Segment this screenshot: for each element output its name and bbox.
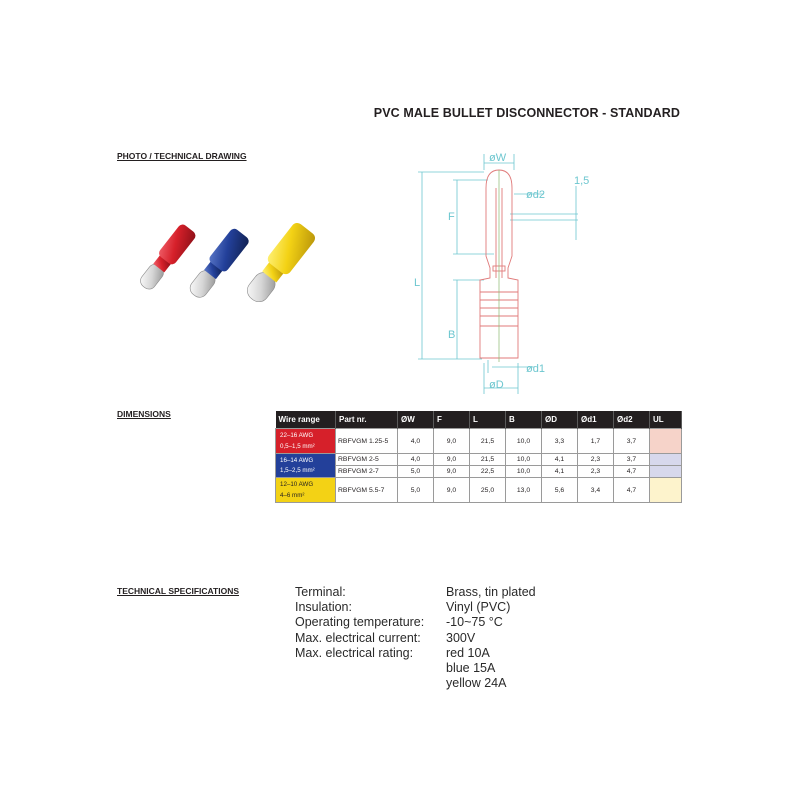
- value-cell: 3,3: [542, 429, 578, 454]
- value-cell: 21,5: [470, 454, 506, 466]
- technical-drawing: [400, 148, 600, 398]
- value-cell: 5,6: [542, 478, 578, 503]
- wire-awg: 16–14 AWG: [280, 457, 314, 464]
- label-d2: ød2: [526, 189, 545, 201]
- spec-value: -10~75 °C: [446, 615, 503, 630]
- section-heading-dimensions: DIMENSIONS: [117, 409, 171, 419]
- section-heading-specs: TECHNICAL SPECIFICATIONS: [117, 586, 239, 596]
- page-title: PVC MALE BULLET DISCONNECTOR - STANDARD: [373, 106, 680, 120]
- yellow-connector-image: [241, 221, 317, 308]
- value-cell: 5,0: [398, 478, 434, 503]
- column-header: ØW: [398, 411, 434, 429]
- part-number-cell: RBFVGM 5.5-7: [336, 478, 398, 503]
- value-cell: 4,0: [398, 454, 434, 466]
- value-cell: 10,0: [506, 429, 542, 454]
- spec-labels: [295, 585, 424, 691]
- spec-value: red 10A: [446, 645, 490, 660]
- column-header: ØD: [542, 411, 578, 429]
- spec-value: Brass, tin plated: [446, 585, 536, 599]
- wire-range-cell: [276, 478, 336, 503]
- column-header: Part nr.: [336, 411, 398, 429]
- wire-mm: 4–6 mm²: [280, 492, 305, 499]
- label-d: øD: [489, 379, 504, 391]
- spec-label: [295, 661, 424, 676]
- value-cell: 2,3: [578, 454, 614, 466]
- part-number-cell: RBFVGM 2-5: [336, 454, 398, 466]
- value-cell: 3,4: [578, 478, 614, 503]
- label-b: B: [448, 329, 456, 341]
- value-cell: 4,0: [398, 429, 434, 454]
- ul-cell: [650, 429, 682, 454]
- part-number-cell: RBFVGM 2-7: [336, 466, 398, 478]
- label-d1: ød1: [526, 363, 545, 375]
- spec-label: Max. electrical rating:: [295, 645, 414, 660]
- value-cell: 9,0: [434, 466, 470, 478]
- value-cell: 10,0: [506, 454, 542, 466]
- value-cell: 5,0: [398, 466, 434, 478]
- column-header: Ød1: [578, 411, 614, 429]
- value-cell: 4,1: [542, 454, 578, 466]
- value-cell: 4,7: [614, 478, 650, 503]
- wire-awg: 22–16 AWG: [280, 432, 314, 439]
- spec-value: yellow 24A: [446, 676, 507, 691]
- table-row: [276, 454, 682, 466]
- value-cell: 10,0: [506, 466, 542, 478]
- table-row: [276, 478, 682, 503]
- value-cell: 3,7: [614, 454, 650, 466]
- label-l: L: [414, 277, 421, 289]
- column-header: UL: [650, 411, 682, 429]
- value-cell: 4,7: [614, 466, 650, 478]
- table-row: [276, 466, 682, 478]
- wire-awg: 12–10 AWG: [280, 481, 314, 488]
- section-heading-photo: PHOTO / TECHNICAL DRAWING: [117, 151, 247, 161]
- column-header: B: [506, 411, 542, 429]
- part-number-cell: RBFVGM 1.25-5: [336, 429, 398, 454]
- label-offset: 1,5: [574, 175, 590, 187]
- value-cell: 13,0: [506, 478, 542, 503]
- wire-mm: 1,5–2,5 mm²: [280, 467, 315, 474]
- value-cell: 3,7: [614, 429, 650, 454]
- wire-range-cell: [276, 454, 336, 478]
- value-cell: 21,5: [470, 429, 506, 454]
- blue-connector-image: [185, 227, 250, 302]
- spec-value: Vinyl (PVC): [446, 600, 511, 615]
- label-f: F: [448, 211, 455, 223]
- table-row: [276, 429, 682, 454]
- value-cell: 9,0: [434, 454, 470, 466]
- product-photo: [116, 205, 346, 320]
- value-cell: 1,7: [578, 429, 614, 454]
- spec-label: [295, 676, 424, 691]
- spec-value: blue 15A: [446, 660, 496, 675]
- value-cell: 4,1: [542, 466, 578, 478]
- column-header: Ød2: [614, 411, 650, 429]
- dimensions-table: [275, 411, 682, 503]
- label-w: øW: [489, 152, 507, 164]
- spec-values: [446, 585, 536, 691]
- column-header: L: [470, 411, 506, 429]
- spec-label: Max. electrical current:: [295, 630, 421, 645]
- value-cell: 9,0: [434, 478, 470, 503]
- column-header: F: [434, 411, 470, 429]
- value-cell: 22,5: [470, 466, 506, 478]
- table-header-row: [276, 411, 682, 429]
- ul-cell: [650, 478, 682, 503]
- ul-cell: [650, 454, 682, 466]
- ul-cell: [650, 466, 682, 478]
- column-header: Wire range: [276, 411, 336, 429]
- spec-label: Insulation:: [295, 600, 352, 615]
- value-cell: 2,3: [578, 466, 614, 478]
- spec-label: Operating temperature:: [295, 615, 425, 630]
- wire-range-cell: [276, 429, 336, 454]
- wire-mm: 0,5–1,5 mm²: [280, 443, 315, 450]
- value-cell: 9,0: [434, 429, 470, 454]
- value-cell: 25,0: [470, 478, 506, 503]
- spec-value: 300V: [446, 630, 476, 645]
- spec-label: Terminal:: [295, 585, 346, 599]
- red-connector-image: [136, 223, 197, 294]
